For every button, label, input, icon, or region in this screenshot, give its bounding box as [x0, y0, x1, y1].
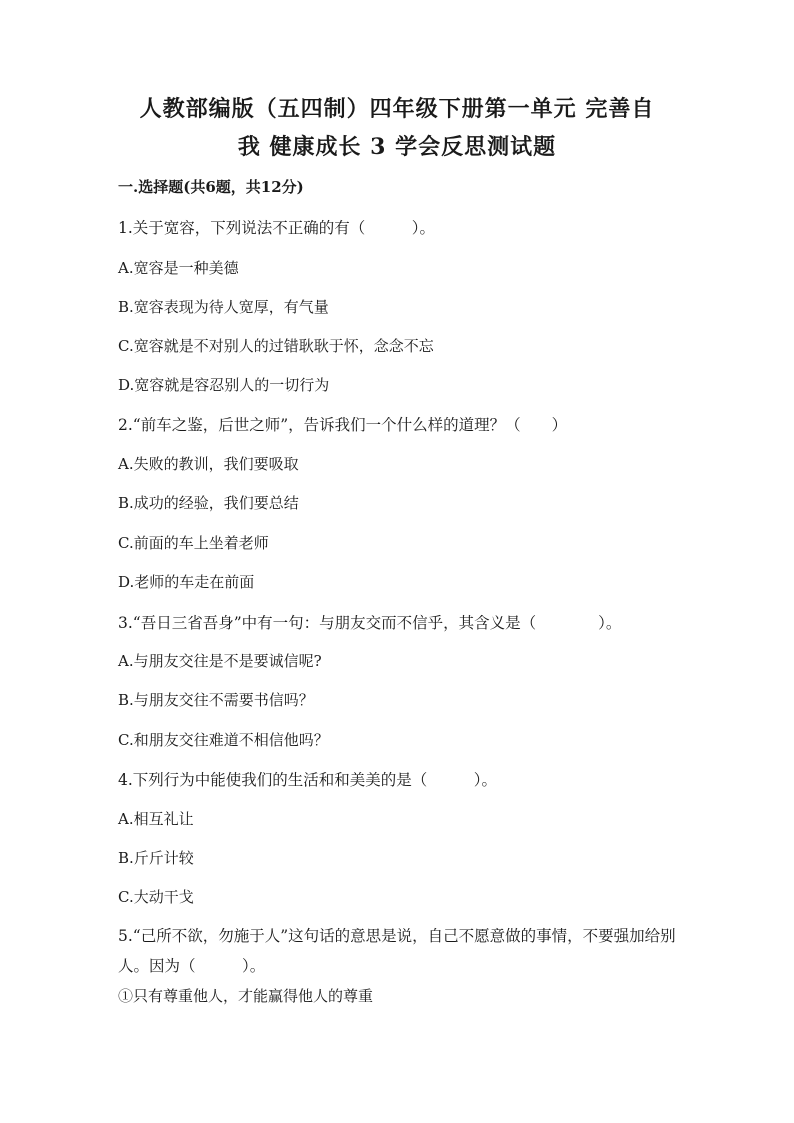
- question-1-stem: 1.关于宽容，下列说法不正确的有（ ）。: [118, 219, 436, 237]
- question-3-option-b: B.与朋友交往不需要书信吗？: [118, 691, 314, 709]
- title-line-1: 人教部编版（五四制）四年级下册第一单元 完善自: [139, 96, 655, 122]
- question-1-option-d: D.宽容就是容忍别人的一切行为: [118, 376, 330, 394]
- question-4-option-b: B.斤斤计较: [118, 849, 194, 867]
- question-3-option-a: A.与朋友交往是不是要诚信呢?: [118, 652, 322, 670]
- title-line-2: 我 健康成长 3 学会反思测试题: [237, 134, 557, 160]
- question-5-stem: 5.“己所不欲，勿施于人”这句话的意思是说，自己不愿意做的事情，不要强加给别人。因为（ ）。: [118, 927, 676, 975]
- section-heading: 一.选择题(共6题，共12分): [118, 178, 304, 196]
- document-title: [100, 90, 694, 166]
- question-4-option-a: A.相互礼让: [118, 810, 194, 828]
- question-4-option-c: C.大动干戈: [118, 888, 194, 906]
- question-2-option-a: A.失败的教训，我们要吸取: [118, 455, 299, 473]
- question-4-stem: 4.下列行为中能使我们的生活和和美美的是（ ）。: [118, 771, 498, 789]
- question-2-option-d: D.老师的车走在前面: [118, 573, 255, 591]
- question-5-option-1: ①只有尊重他人，才能赢得他人的尊重: [118, 987, 374, 1005]
- question-3-option-c: C.和朋友交往难道不相信他吗？: [118, 731, 329, 749]
- question-1-option-c: C.宽容就是不对别人的过错耿耿于怀，念念不忘: [118, 337, 434, 355]
- question-2-option-b: B.成功的经验，我们要总结: [118, 494, 299, 512]
- question-2-stem: 2.“前车之鉴，后世之师”，告诉我们一个什么样的道理？（ ）: [118, 416, 568, 434]
- question-2-option-c: C.前面的车上坐着老师: [118, 534, 269, 552]
- question-1-option-b: B.宽容表现为待人宽厚，有气量: [118, 298, 329, 316]
- question-1-option-a: A.宽容是一种美德: [118, 259, 239, 277]
- question-3-stem: 3.“吾日三省吾身”中有一句：与朋友交而不信乎，其含义是（ ）。: [118, 614, 622, 632]
